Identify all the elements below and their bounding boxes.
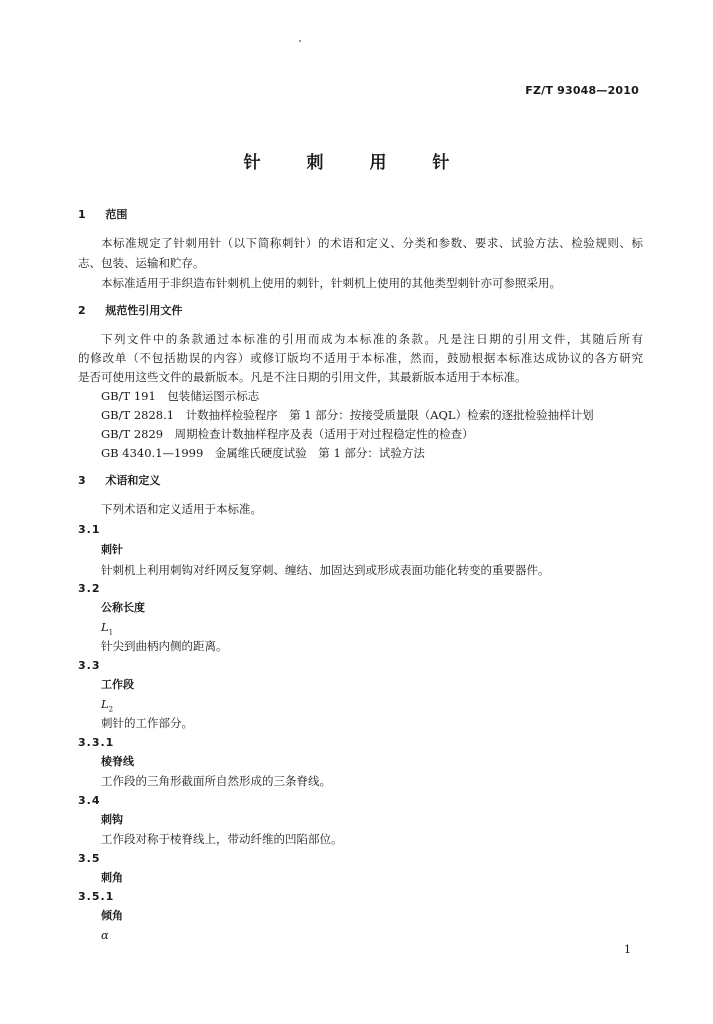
clause-number: 3.3.1 bbox=[78, 736, 115, 749]
clause-number: 3.2 bbox=[78, 582, 101, 595]
term-definition: 工作段的三角形截面所自然形成的三条脊线。 bbox=[101, 774, 331, 788]
section-title: 术语和定义 bbox=[105, 474, 161, 487]
clause-number: 3.5 bbox=[78, 852, 101, 865]
page-number: 1 bbox=[624, 943, 631, 956]
term-definition: 针刺机上利用刺钩对纤网反复穿刺、缠结、加固达到或形成表面功能化转变的重要器件。 bbox=[101, 563, 550, 577]
term-definition: 工作段对称于棱脊线上，带动纤维的凹陷部位。 bbox=[101, 832, 343, 846]
term-symbol: $L_1$ bbox=[101, 620, 114, 637]
clause-number: 3.4 bbox=[78, 794, 101, 807]
reference-item: GB/T 2828.1 计数抽样检验程序 第 1 部分：按接受质量限（AQL）检索的逐批检验抽样计划 bbox=[101, 408, 594, 422]
paragraph-line: 志、包装、运输和贮存。 bbox=[78, 256, 205, 270]
term-definition: 针尖到曲柄内侧的距离。 bbox=[101, 639, 228, 653]
section-number: 3 bbox=[78, 474, 86, 487]
section-title: 范围 bbox=[105, 208, 128, 221]
standard-code: FZ/T 93048—2010 bbox=[525, 84, 639, 97]
paragraph-line: 是否可使用这些文件的最新版本。凡是不注日期的引用文件，其最新版本适用于本标准。 bbox=[78, 370, 527, 384]
paragraph-line: 的修改单（不包括勘误的内容）或修订版均不适用于本标准，然而，鼓励根据本标准达成协议的各方研究 bbox=[78, 351, 643, 365]
paragraph-line: 本标准适用于非织造布针刺机上使用的刺针，针刺机上使用的其他类型刺针亦可参照采用。 bbox=[101, 276, 561, 290]
section-3-heading bbox=[78, 474, 160, 488]
section-title: 规范性引用文件 bbox=[105, 304, 183, 317]
reference-item: GB/T 191 包装储运图示标志 bbox=[101, 389, 260, 403]
term-definition: 刺针的工作部分。 bbox=[101, 716, 193, 730]
clause-number: 3.3 bbox=[78, 659, 101, 672]
section-1-heading bbox=[78, 208, 127, 222]
term-title: 公称长度 bbox=[101, 601, 145, 614]
paragraph-line: 下列术语和定义适用于本标准。 bbox=[101, 502, 262, 516]
paragraph-line: 本标准规定了针刺用针（以下简称刺针）的术语和定义、分类和参数、要求、试验方法、检验规则、标 bbox=[101, 236, 643, 250]
term-title: 刺角 bbox=[101, 871, 123, 884]
reference-item: GB/T 2829 周期检查计数抽样程序及表（适用于对过程稳定性的检查） bbox=[101, 427, 474, 441]
section-number: 1 bbox=[78, 208, 86, 221]
term-symbol: α bbox=[101, 928, 109, 942]
paragraph-line: 下列文件中的条款通过本标准的引用而成为本标准的条款。凡是注日期的引用文件，其随后所有 bbox=[101, 332, 643, 346]
term-title: 刺针 bbox=[101, 543, 123, 556]
section-2-heading bbox=[78, 304, 182, 318]
term-title: 倾角 bbox=[101, 909, 123, 922]
section-number: 2 bbox=[78, 304, 86, 317]
term-symbol: $L_2$ bbox=[101, 697, 114, 714]
term-title: 棱脊线 bbox=[101, 755, 134, 768]
clause-number: 3.1 bbox=[78, 523, 101, 536]
reference-item: GB 4340.1—1999 金属维氏硬度试验 第 1 部分：试验方法 bbox=[101, 446, 425, 460]
scan-speck bbox=[299, 40, 301, 42]
term-title: 刺钩 bbox=[101, 813, 123, 826]
term-title: 工作段 bbox=[101, 678, 134, 691]
clause-number: 3.5.1 bbox=[78, 890, 115, 903]
document-title: 针 刺 用 针 bbox=[243, 153, 470, 173]
